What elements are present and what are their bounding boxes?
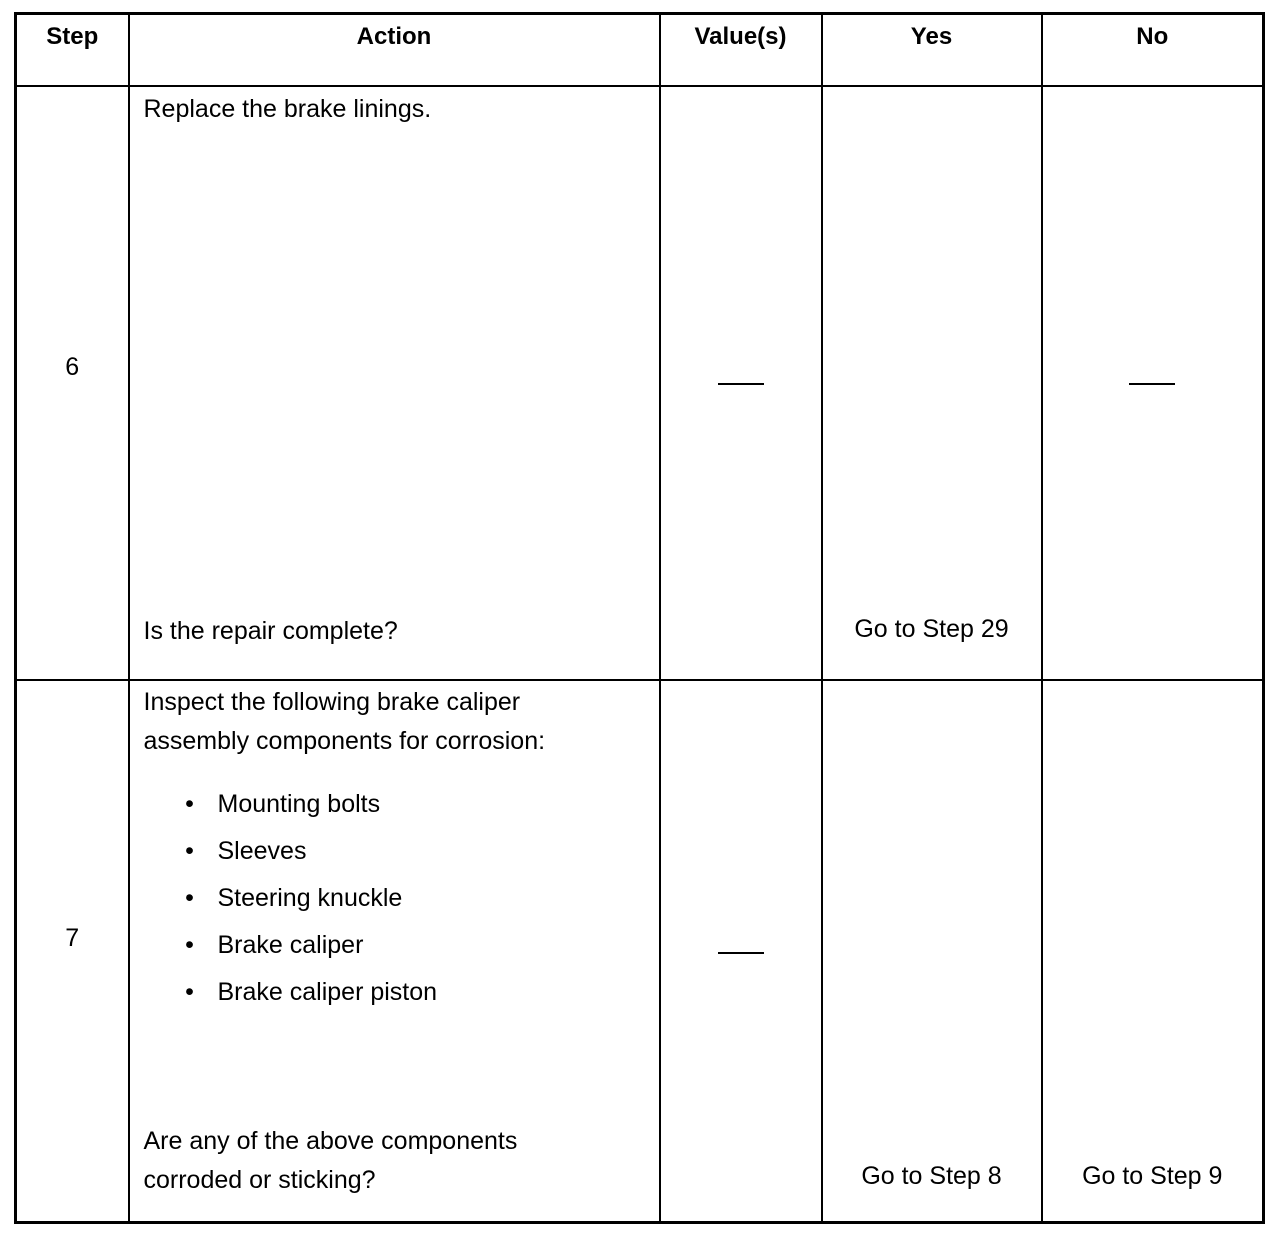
step-number: 7 <box>65 924 80 952</box>
list-item: • Sleeves <box>180 836 438 883</box>
header-row <box>16 14 1264 87</box>
bullet-icon: • <box>185 884 194 912</box>
header-no: No <box>1042 14 1264 87</box>
step-cell <box>16 86 129 680</box>
component-list <box>180 789 438 1024</box>
action-instruction <box>144 683 649 761</box>
list-item: • Brake caliper <box>180 930 438 977</box>
header-values: Value(s) <box>660 14 822 87</box>
table-row <box>16 680 1264 1223</box>
list-item: • Steering knuckle <box>180 883 438 930</box>
list-item: • Mounting bolts <box>180 789 438 836</box>
values-cell <box>660 680 822 1223</box>
bullet-icon: • <box>185 790 194 818</box>
no-dash <box>1129 383 1175 385</box>
action-question-line: Are any of the above components <box>143 1127 518 1155</box>
yes-result: Go to Step 29 <box>854 615 1009 643</box>
bullet-icon: • <box>185 978 194 1006</box>
action-question-line: corroded or sticking? <box>143 1166 376 1194</box>
values-dash <box>718 383 764 385</box>
action-cell <box>129 86 660 680</box>
bullet-icon: • <box>185 931 194 959</box>
yes-cell <box>822 86 1042 680</box>
no-cell <box>1042 86 1264 680</box>
table-row <box>16 86 1264 680</box>
step-number: 6 <box>65 353 80 381</box>
step-cell <box>16 680 129 1223</box>
no-cell <box>1042 680 1264 1223</box>
diagnostic-table <box>14 12 1265 1224</box>
header-action: Action <box>129 14 660 87</box>
header-step: Step <box>16 14 129 87</box>
action-question <box>144 1122 649 1200</box>
action-question: Is the repair complete? <box>143 617 398 645</box>
header-yes: Yes <box>822 14 1042 87</box>
action-instruction: Replace the brake linings. <box>143 95 432 123</box>
bullet-icon: • <box>185 837 194 865</box>
action-instruction-line: assembly components for corrosion: <box>143 727 546 755</box>
action-cell <box>129 680 660 1223</box>
no-result: Go to Step 9 <box>1082 1162 1223 1190</box>
list-item: • Brake caliper piston <box>180 977 438 1024</box>
yes-cell <box>822 680 1042 1223</box>
yes-result: Go to Step 8 <box>861 1162 1002 1190</box>
values-cell <box>660 86 822 680</box>
values-dash <box>718 952 764 954</box>
action-instruction-line: Inspect the following brake caliper <box>143 688 521 716</box>
